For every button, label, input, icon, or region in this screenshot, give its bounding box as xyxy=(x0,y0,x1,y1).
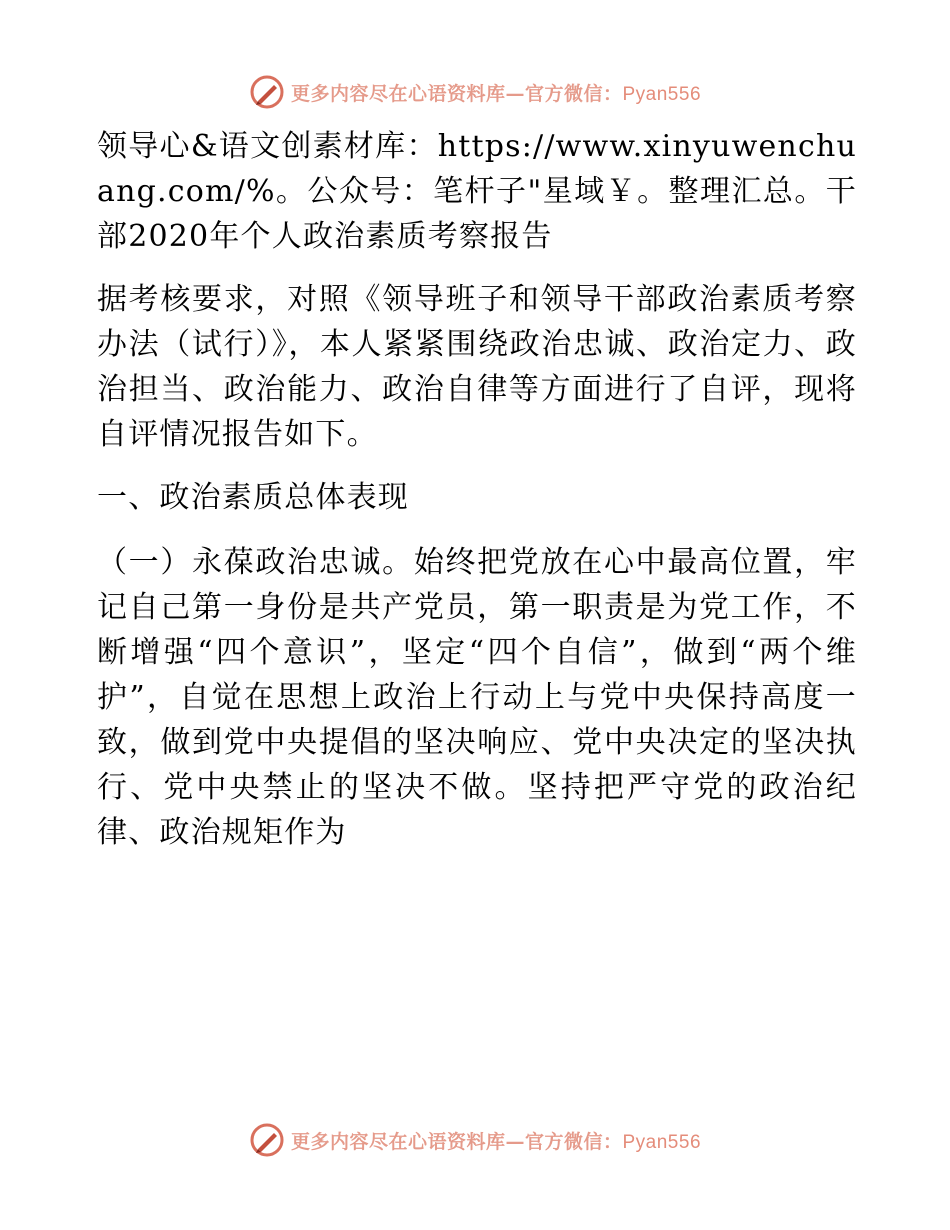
watermark-account: Pyan556 xyxy=(622,83,702,105)
document-header-line: 领导心&语文创素材库：https://www.xinyuwenchuang.com/%。公众号：笔杆子"星域￥。整理汇总。干部2020年个人政治素质考察报告 xyxy=(97,129,857,254)
watermark-text: 更多内容尽在心语资料库—官方微信：Pyan556 xyxy=(290,1130,702,1153)
watermark-text: 更多内容尽在心语资料库—官方微信：Pyan556 xyxy=(290,82,702,105)
watermark-account: Pyan556 xyxy=(622,1131,702,1153)
document-body xyxy=(97,124,857,873)
header-watermark xyxy=(0,70,950,114)
section-body-paragraph: （一）永葆政治忠诚。始终把党放在心中最高位置，牢记自己第一身份是共产党员，第一职责是为党工作，不断增强“四个意识”，坚定“四个自信”，做到“两个维护”，自觉在思想上政治上行动上与党中央保持高度一致，做到党中央提倡的坚决响应、党中央决定的坚决执行、党中央禁止的坚决不做。坚持把严守党的政治纪律、政治规矩作为 xyxy=(97,545,857,850)
pen-circle-logo-icon xyxy=(249,1122,285,1158)
footer-watermark xyxy=(0,1118,950,1162)
section-heading: 一、政治素质总体表现 xyxy=(97,480,409,515)
intro-paragraph: 据考核要求，对照《领导班子和领导干部政治素质考察办法（试行）》，本人紧紧围绕政治忠诚、政治定力、政治担当、政治能力、政治自律等方面进行了自评，现将自评情况报告如下。 xyxy=(97,282,857,452)
pen-circle-logo-icon xyxy=(249,74,285,110)
